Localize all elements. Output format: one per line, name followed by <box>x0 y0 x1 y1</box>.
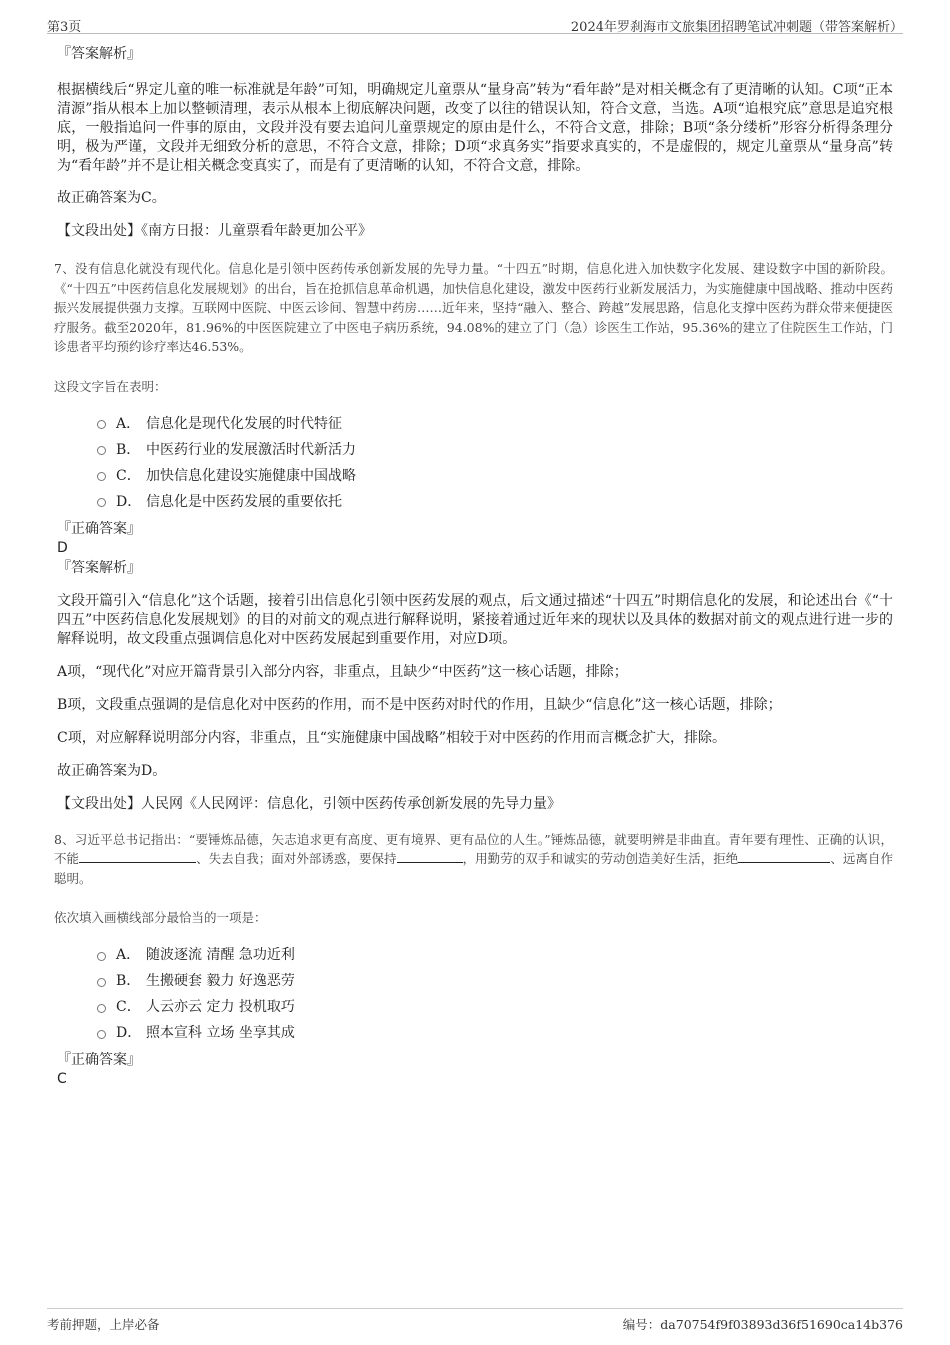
option-text: 信息化是现代化发展的时代特征 <box>146 415 342 432</box>
document-title: 2024年罗刹海市文旅集团招聘笔试冲刺题（带答案解析） <box>570 20 903 35</box>
page-number: 第3页 <box>47 20 82 35</box>
option-text: 人云亦云 定力 投机取巧 <box>146 999 295 1015</box>
option-letter: D． <box>116 1025 142 1041</box>
option-letter: C． <box>116 999 141 1015</box>
q8-options <box>97 941 893 1045</box>
q7-analysis-c: C项，对应解释说明部分内容，非重点，且“实施健康中国战略”相较于对中医药的作用而言概念扩大，排除。 <box>57 729 727 746</box>
q8-option-b[interactable] <box>97 967 893 993</box>
radio-icon[interactable] <box>97 952 106 961</box>
option-letter: A． <box>116 415 141 432</box>
q7-question: 7、没有信息化就没有现代化。信息化是引领中医药传承创新发展的先导力量。“十四五”时期，信息化进入加快数字化发展、建设数字中国的新阶段。《“十四五”中医药信息化发展规划》的出台，旨在抢抓信息革命机遇，加快信息化建设，激发中医药行业新发展活力，为实施健康中国战略、推动中医药振兴发展提供强力支撑。互联网中医院、中医云诊间、智慧中药房……近年来，坚持“融入、整合、跨越”发展思路，信息化支撑中医药为群众带来便捷医疗服务。截至2020年，81.96%的中医医院建立了中医电子病历系统，94.08%的建立了门（急）诊医生工作站，95.36%的建立了住院医生工作站，门诊患者平均预约诊疗率达46.53%。 <box>54 261 893 354</box>
q6-source: 【文段出处】《南方日报：儿童票看年龄更加公平》 <box>57 223 372 239</box>
radio-icon[interactable] <box>97 446 106 455</box>
q7-option-a[interactable] <box>97 410 893 436</box>
q7-analysis-tag: 『答案解析』 <box>57 559 141 576</box>
option-text: 信息化是中医药发展的重要依托 <box>146 493 342 510</box>
q7-analysis-b: B项，文段重点强调的是信息化对中医药的作用，而不是中医药对时代的作用，且缺少“信息化”这一核心话题，排除； <box>57 696 782 713</box>
q8-text-4: 、远离自作聪明。 <box>54 851 893 886</box>
footer-slogan: 考前押题，上岸必备 <box>47 1317 160 1332</box>
q7-analysis: 文段开篇引入“信息化”这个话题，接着引出信息化引领中医药发展的观点，后文通过描述“十四五”时期信息化的发展，和论述出台《“十四五”中医药信息化发展规划》的目的对前文的观点进行解释说明，紧接着通过近年来的现状以及具体的数据对前文的观点进行进一步的解释说明，故文段重点强调信息化对中医药发展起到重要作用，对应D项。 <box>57 592 893 647</box>
option-text: 加快信息化建设实施健康中国战略 <box>146 467 356 484</box>
q6-analysis: 根据横线后“界定儿童的唯一标准就是年龄”可知，明确规定儿童票从“量身高”转为“看年龄”是对相关概念有了更清晰的认知。C项“正本清源”指从根本上加以整顿清理，表示从根本上彻底解决问题，改变了以往的错误认知，符合文意，当选。A项“追根究底”意思是追究根底，一般指追问一件事的原由，文段并没有要去追问儿童票规定的原由是什么，不符合文意，排除；B项“条分缕析”形容分析得条理分明，极为严谨，文段并无细致分析的意思，不符合文意，排除；D项“求真务实”指要求真实的，不是虚假的，规定儿童票从“量身高”转为“看年龄”并不是让相关概念变真实了，而是有了更清晰的认知，不符合文意，排除。 <box>57 82 893 174</box>
q7-prompt: 这段文字旨在表明： <box>54 378 167 394</box>
q8-prompt: 依次填入画横线部分最恰当的一项是： <box>54 910 267 925</box>
q7-option-c[interactable] <box>97 462 893 488</box>
option-letter: B． <box>116 973 141 989</box>
radio-icon[interactable] <box>97 420 106 429</box>
q8-option-a[interactable] <box>97 941 893 967</box>
q8-option-c[interactable] <box>97 993 893 1019</box>
q8-text-3: ，用勤劳的双手和诚实的劳动创造美好生活，拒绝 <box>462 851 739 866</box>
radio-icon[interactable] <box>97 978 106 987</box>
q6-analysis-tag: 『答案解析』 <box>57 46 141 62</box>
q8-answer-tag: 『正确答案』 <box>57 1052 141 1068</box>
page-footer <box>47 1308 903 1332</box>
option-text: 照本宣科 立场 坐享其成 <box>146 1025 295 1041</box>
document-id: 编号：da70754f9f03893d36f51690ca14b376 <box>622 1317 903 1332</box>
q7-option-b[interactable] <box>97 436 893 462</box>
radio-icon[interactable] <box>97 1004 106 1013</box>
q8-answer: C <box>57 1071 67 1087</box>
q7-source: 【文段出处】人民网《人民网评：信息化，引领中医药传承创新发展的先导力量》 <box>57 795 561 812</box>
fill-blank-1 <box>79 849 196 863</box>
option-letter: C． <box>116 467 141 484</box>
fill-blank-2 <box>397 849 463 863</box>
q7-conclusion: 故正确答案为D。 <box>57 762 167 779</box>
option-letter: A． <box>116 947 141 963</box>
q7-answer-tag: 『正确答案』 <box>57 520 141 537</box>
q8-text-2: 、失去自我；面对外部诱惑，要保持 <box>196 851 397 866</box>
option-letter: B． <box>116 441 141 458</box>
option-text: 生搬硬套 毅力 好逸恶劳 <box>146 973 295 989</box>
radio-icon[interactable] <box>97 472 106 481</box>
page-header <box>47 14 903 34</box>
page-content <box>54 45 893 1089</box>
q6-conclusion: 故正确答案为C。 <box>57 190 166 206</box>
option-text: 随波逐流 清醒 急功近利 <box>146 947 295 963</box>
q7-options <box>97 410 893 514</box>
radio-icon[interactable] <box>97 498 106 507</box>
option-letter: D． <box>116 493 142 510</box>
option-text: 中医药行业的发展激活时代新活力 <box>146 441 356 458</box>
q8-text-1: 8、习近平总书记指出：“要锤炼品德，矢志追求更有高度、更有境界、更有品位的人生。”锤炼品德，就要明辨是非曲直。青年要有理性、正确的认识，不能 <box>54 831 893 866</box>
q7-option-d[interactable] <box>97 488 893 514</box>
q8-question <box>54 830 893 889</box>
fill-blank-3 <box>738 849 830 863</box>
q8-option-d[interactable] <box>97 1019 893 1045</box>
radio-icon[interactable] <box>97 1030 106 1039</box>
q7-answer: D <box>57 539 68 556</box>
q7-analysis-a: A项，“现代化”对应开篇背景引入部分内容，非重点，且缺少“中医药”这一核心话题，排除； <box>57 663 628 680</box>
